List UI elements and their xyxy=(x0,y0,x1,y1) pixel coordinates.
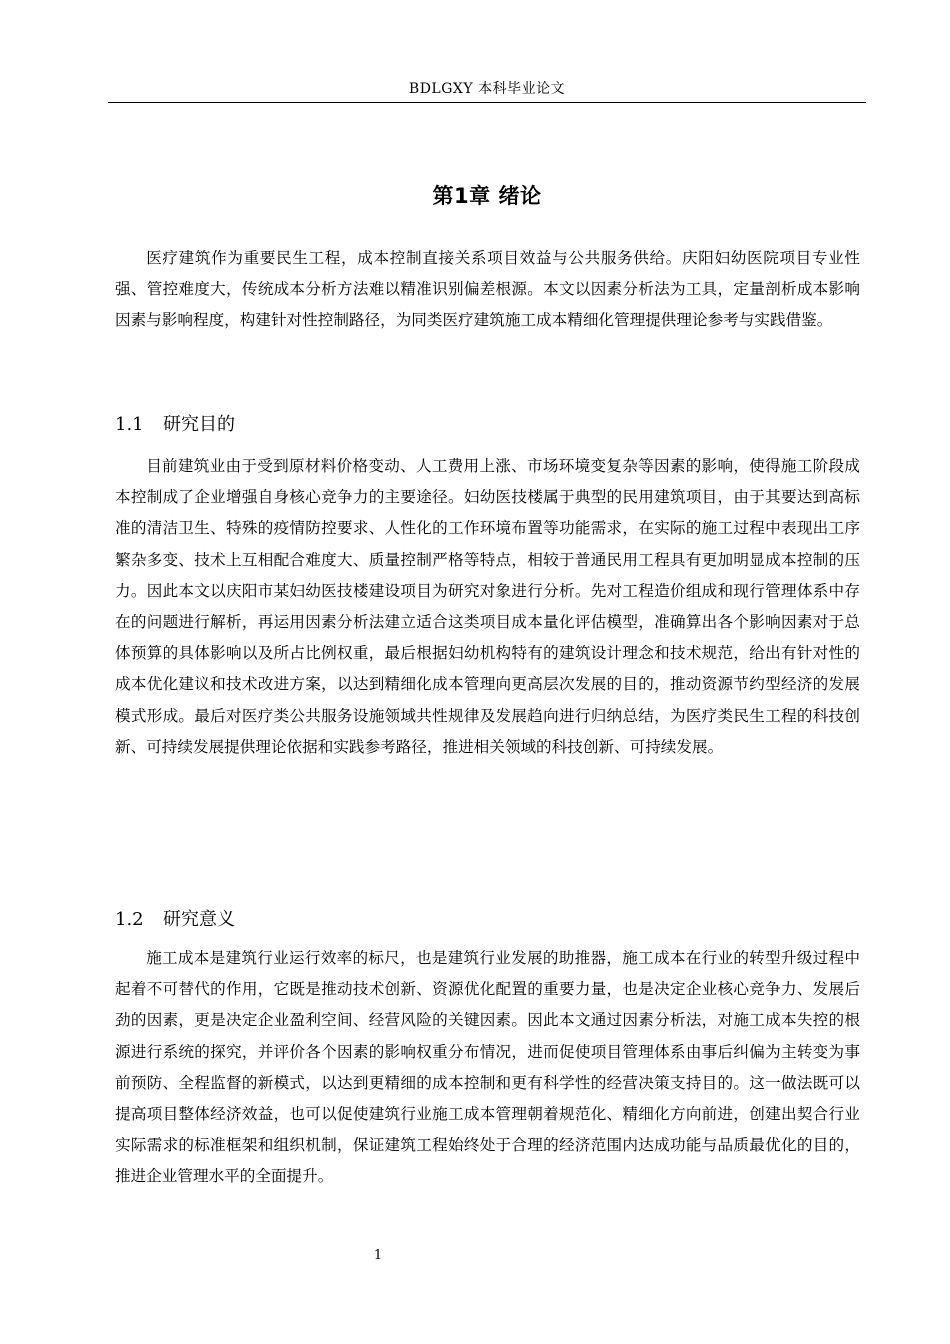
research-significance-paragraph: 施工成本是建筑行业运行效率的标尺，也是建筑行业发展的助推器，施工成本在行业的转型升级过程中起着不可替代的作用，它既是推动技术创新、资源优化配置的重要力量，也是决定企业核心竞争力、发展后劲的因素，更是决定企业盈利空间、经营风险的关键因素。因此本文通过因素分析法，对施工成本失控的根源进行系统的探究，并评价各个因素的影响权重分布情况，进而促使项目管理体系由事后纠偏为主转变为事前预防、全程监督的新模式，以达到更精细的成本控制和更有科学性的经营决策支持目的。这一做法既可以提高项目整体经济效益，也可以促使建筑行业施工成本管理朝着规范化、精细化方向前进，创建出契合行业实际需求的标准框架和组织机制，保证建筑工程始终处于合理的经济范围内达成功能与品质最优化的目的，推进企业管理水平的全面提升。 xyxy=(115,949,860,1186)
section-heading-research-significance xyxy=(115,905,235,931)
chapter-intro-paragraph: 医疗建筑作为重要民生工程，成本控制直接关系项目效益与公共服务供给。庆阳妇幼医院项目专业性强、管控难度大，传统成本分析方法难以精准识别偏差根源。本文以因素分析法为工具，定量剖析成本影响因素与影响程度，构建针对性控制路径，为同类医疗建筑施工成本精细化管理提供理论参考与实践借鉴。 xyxy=(115,249,860,330)
research-purpose-paragraph: 目前建筑业由于受到原材料价格变动、人工费用上涨、市场环境变复杂等因素的影响，使得施工阶段成本控制成了企业增强自身核心竞争力的主要途径。妇幼医技楼属于典型的民用建筑项目，由于其要达到高标准的清洁卫生、特殊的疫情防控要求、人性化的工作环境布置等功能需求，在实际的施工过程中表现出工序繁杂多变、技术上互相配合难度大、质量控制严格等特点，相较于普通民用工程具有更加明显成本控制的压力。因此本文以庆阳市某妇幼医技楼建设项目为研究对象进行分析。先对工程造价组成和现行管理体系中存在的问题进行解析，再运用因素分析法建立适合这类项目成本量化评估模型，准确算出各个影响因素对于总体预算的具体影响以及所占比例权重，最后根据妇幼机构特有的建筑设计理念和技术规范，给出有针对性的成本优化建议和技术改进方案，以达到精细化成本管理向更高层次发展的目的，推动资源节约型经济的发展模式形成。最后对医疗类公共服务设施领域共性规律及发展趋向进行归纳总结，为医疗类民生工程的科技创新、可持续发展提供理论依据和实践参考路径，推进相关领域的科技创新、可持续发展。 xyxy=(115,457,860,756)
page-number: 1 xyxy=(373,1248,383,1263)
section-number: 1.2 xyxy=(115,909,144,930)
header-rule xyxy=(108,102,866,103)
chapter-title: 第1章 绪论 xyxy=(432,184,542,208)
running-header: BDLGXY 本科毕业论文 xyxy=(408,81,566,97)
section-heading-research-purpose xyxy=(115,410,235,436)
section-title: 研究目的 xyxy=(163,414,235,435)
section-title: 研究意义 xyxy=(163,909,235,930)
section-number: 1.1 xyxy=(115,414,144,435)
